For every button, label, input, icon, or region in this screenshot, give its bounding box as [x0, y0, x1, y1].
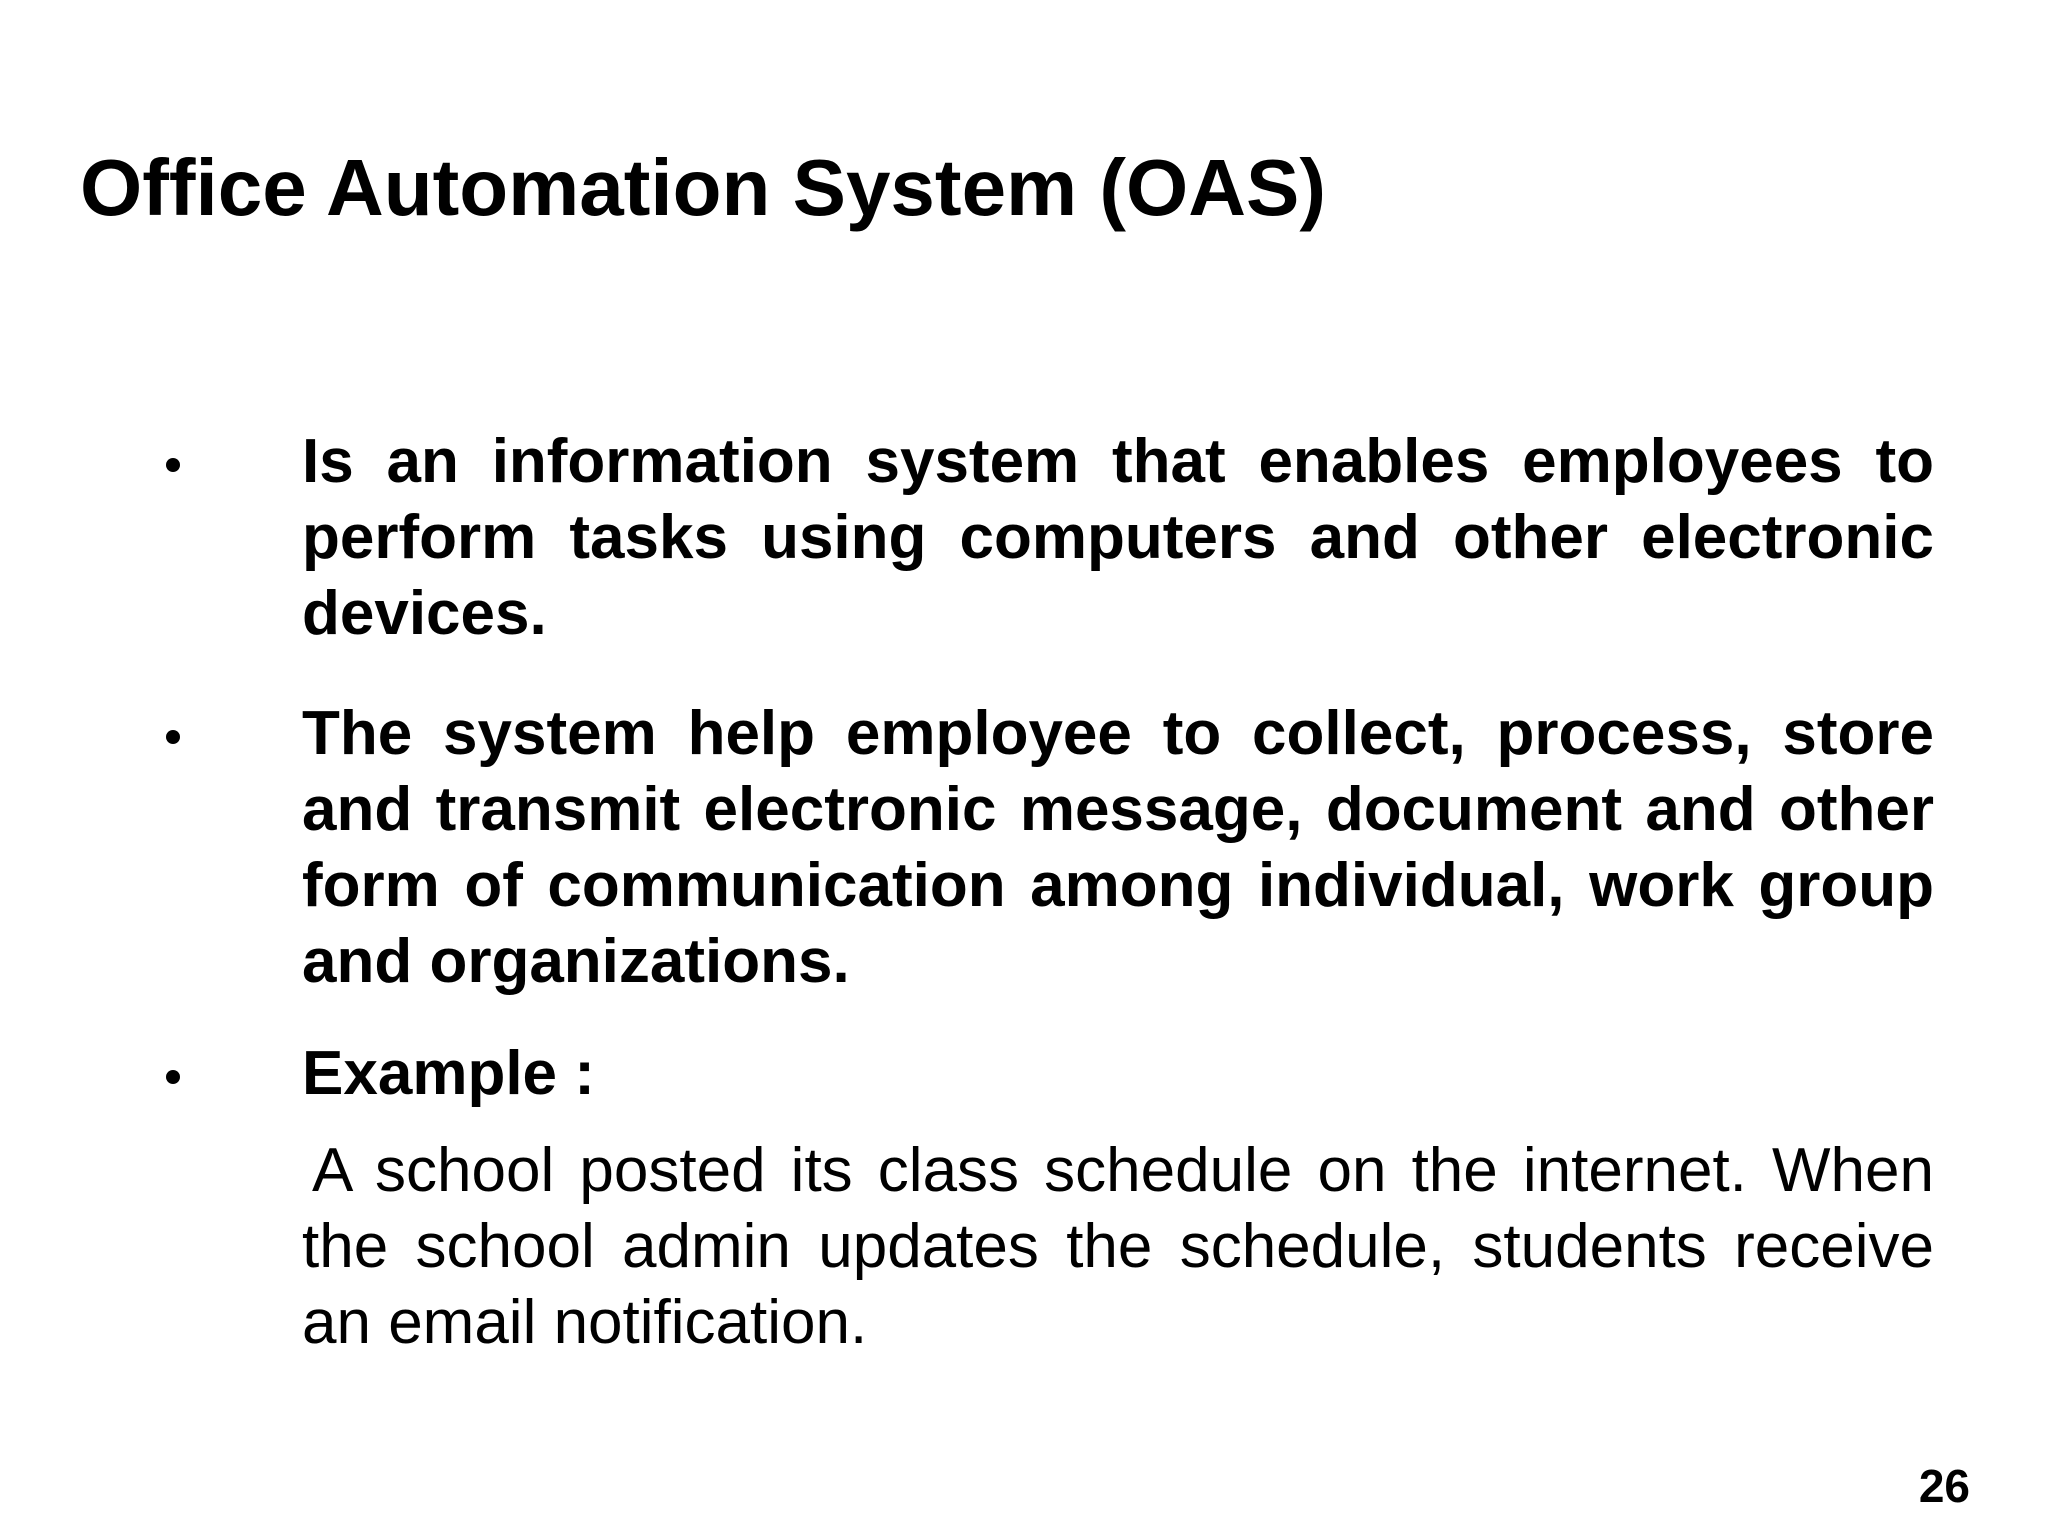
bullet-text-example-heading: Example : [302, 1039, 595, 1108]
bullet-dot-icon [166, 458, 180, 472]
bullet-dot-icon [166, 1070, 180, 1084]
bullet-dot-icon [166, 730, 180, 744]
slide-title: Office Automation System (OAS) [80, 143, 1327, 232]
bullet-text-definition: Is an information system that enables employees to perform tasks using computers and other electronic devices. [302, 427, 1934, 648]
page-number: 26 [1918, 1460, 1970, 1512]
bullet-text-function: The system help employee to collect, process, store and transmit electronic message, document and other form of communication among individual, work group and organizations. [302, 699, 1934, 996]
example-body-text: A school posted its class schedule on the internet. When the school admin updates the schedule, students receive an email notification. [302, 1136, 1934, 1357]
